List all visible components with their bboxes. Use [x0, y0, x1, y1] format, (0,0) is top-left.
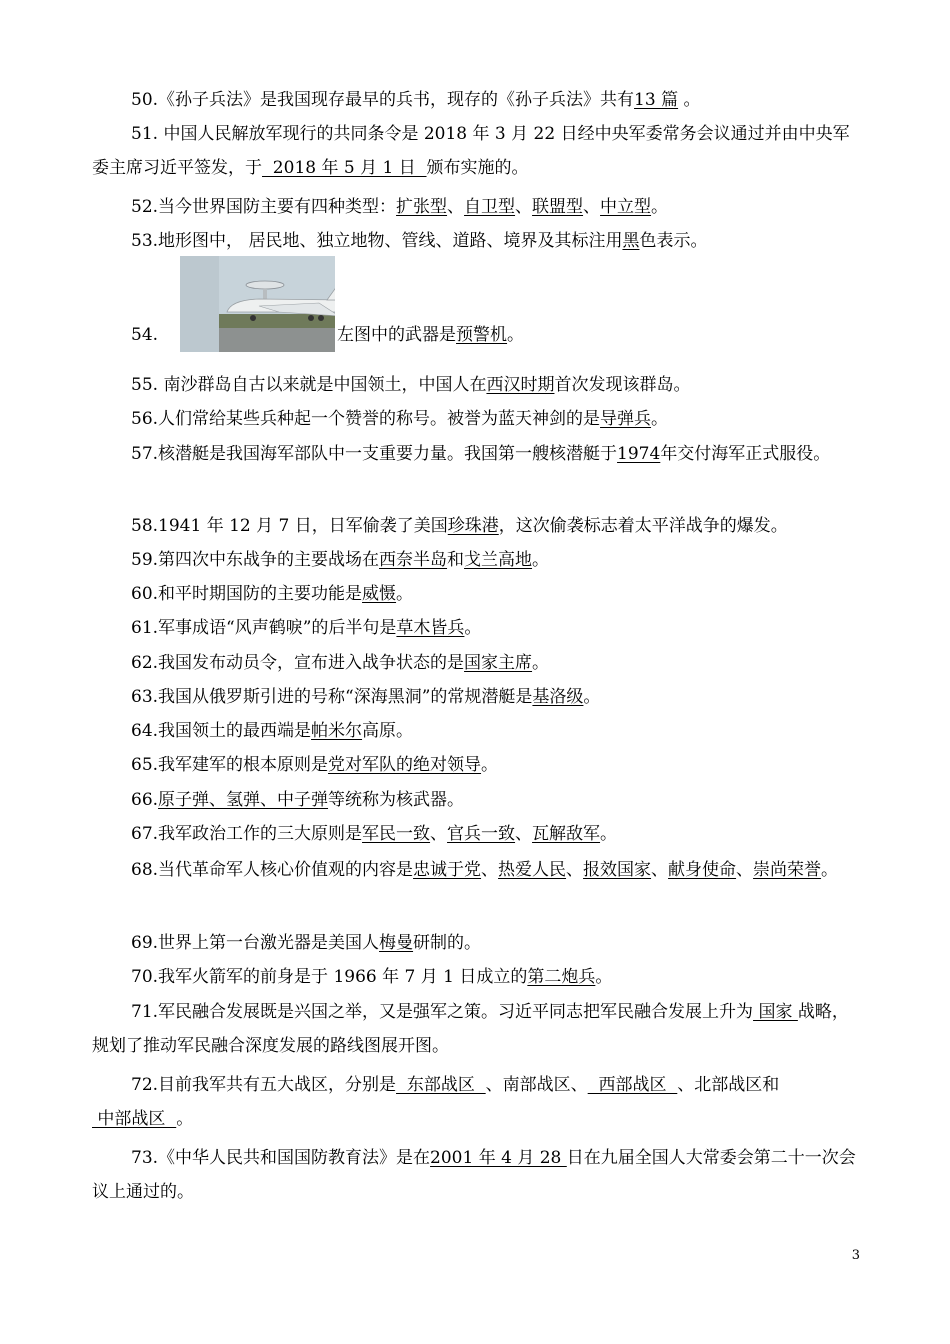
- question-text: 62.我国发布动员令，宣布进入战争状态的是: [131, 653, 465, 673]
- answer-underlined: 献身使命: [668, 860, 737, 880]
- question-71: [92, 995, 860, 1063]
- question-text: 。: [595, 967, 613, 987]
- answer-underlined: 党对军队的绝对领导: [328, 755, 482, 775]
- aircraft-illustration: [219, 256, 335, 352]
- question-63: [92, 680, 860, 714]
- answer-underlined: 忠诚于党: [413, 860, 482, 880]
- question-text: 。: [600, 824, 618, 844]
- answer-underlined: 中立型: [600, 197, 652, 217]
- question-text: 、: [447, 197, 465, 217]
- question-text: 。: [532, 653, 550, 673]
- answer-underlined: 官兵一致: [447, 824, 516, 844]
- question-50: [92, 83, 860, 117]
- answer-underlined: 联盟型: [532, 197, 584, 217]
- question-text: 色表示。: [639, 231, 708, 251]
- answer-underlined: 扩张型: [396, 197, 448, 217]
- question-56: [92, 402, 860, 436]
- question-text: 60.和平时期国防的主要功能是: [131, 584, 363, 604]
- answer-underlined: 第二炮兵: [527, 967, 596, 987]
- question-62: [92, 646, 860, 680]
- early-warning-aircraft-photo: [180, 256, 335, 352]
- question-text: 73.《中华人民共和国国防教育法》是在: [131, 1148, 431, 1168]
- answer-underlined: 国家主席: [464, 653, 533, 673]
- page-number: 3: [851, 1248, 860, 1263]
- question-51: [92, 117, 860, 185]
- answer-underlined: 自卫型: [464, 197, 516, 217]
- question-text: 、: [481, 860, 499, 880]
- answer-underlined: 梅曼: [379, 933, 414, 953]
- question-text: 高原。: [362, 721, 414, 741]
- answer-underlined: 西部战区: [587, 1075, 678, 1095]
- question-text: 51. 中国人民解放军现行的共同条令是 2018 年 3 月 22 日经中央军委常务会议通过并由中央军委主席习近平签发，于: [92, 124, 850, 178]
- question-text: 56.人们常给某些兵种起一个赞誉的称号。被誉为蓝天神剑的是: [131, 409, 601, 429]
- question-73: [92, 1141, 860, 1209]
- question-54: [92, 256, 860, 352]
- question-text: 71.军民融合发展既是兴国之举，又是强军之策。习近平同志把军民融合发展上升为: [131, 1002, 754, 1022]
- question-text: 70.我军火箭军的前身是于 1966 年 7 月 1 日成立的: [131, 967, 528, 987]
- question-text: 。: [176, 1109, 194, 1129]
- question-text: 等统称为核武器。: [328, 790, 465, 810]
- question-69: [92, 926, 860, 960]
- question-text: 65.我军建军的根本原则是: [131, 755, 329, 775]
- answer-underlined: 13 篇: [634, 90, 679, 110]
- question-text: 59.第四次中东战争的主要战场在: [131, 550, 380, 570]
- question-55: [92, 368, 860, 402]
- question-text: 。: [651, 409, 669, 429]
- question-text: 、: [515, 197, 533, 217]
- question-text: 、: [736, 860, 754, 880]
- question-59: [92, 543, 860, 577]
- question-text: 。: [396, 584, 414, 604]
- question-text: 。: [532, 550, 550, 570]
- question-text: 、: [566, 860, 584, 880]
- question-text: 。: [821, 860, 839, 880]
- answer-underlined: 2001 年 4 月 28: [430, 1148, 567, 1168]
- answer-underlined: 威慑: [362, 584, 397, 604]
- question-number: 54.: [131, 325, 159, 345]
- question-61: [92, 611, 860, 645]
- question-67: [92, 817, 860, 851]
- question-text: 63.我国从俄罗斯引进的号称“深海黑洞”的常规潜艇是: [131, 687, 533, 707]
- question-text: 左图中的武器是: [337, 325, 457, 345]
- answer-underlined: 黑: [622, 231, 640, 251]
- question-text: 57.核潜艇是我国海军部队中一支重要力量。我国第一艘核潜艇于: [131, 444, 618, 464]
- question-text: 。: [464, 618, 482, 638]
- question-64: [92, 714, 860, 748]
- question-text: 。: [651, 197, 669, 217]
- answer-underlined: 1974: [617, 444, 661, 464]
- question-text: 61.军事成语“风声鹤唳”的后半句是: [131, 618, 397, 638]
- question-text: 年交付海军正式服役。: [660, 444, 831, 464]
- answer-underlined: 中部战区: [92, 1109, 177, 1129]
- question-text: 72.目前我军共有五大战区，分别是: [131, 1075, 397, 1095]
- answer-underlined: 瓦解敌军: [532, 824, 601, 844]
- answer-underlined: 戈兰高地: [464, 550, 533, 570]
- answer-underlined: 西汉时期: [486, 375, 555, 395]
- question-text: 67.我军政治工作的三大原则是: [131, 824, 363, 844]
- question-text: 首次发现该群岛。: [554, 375, 691, 395]
- question-text: 战略，规划了推动军民融合深度发展的路线图展开图。: [92, 1002, 849, 1056]
- question-text: 颁布实施的。: [426, 158, 529, 178]
- question-text: 53.地形图中， 居民地、独立地物、管线、道路、境界及其标注用: [131, 231, 623, 251]
- question-text: 研制的。: [413, 933, 482, 953]
- question-text: 50.《孙子兵法》是我国现存最早的兵书，现存的《孙子兵法》共有: [131, 90, 635, 110]
- question-68: [92, 853, 860, 887]
- question-text: 55. 南沙群岛自古以来就是中国领土，中国人在: [131, 375, 487, 395]
- question-text: 68.当代革命军人核心价值观的内容是: [131, 860, 414, 880]
- answer-underlined: 预警机: [456, 325, 508, 345]
- answer-underlined: 西奈半岛: [379, 550, 448, 570]
- answer-underlined: 珍珠港: [447, 516, 499, 536]
- question-text: 日在九届全国人大常委会第二十一次会议上通过的。: [92, 1148, 856, 1202]
- answer-underlined: 帕米尔: [311, 721, 363, 741]
- question-text: 。: [583, 687, 601, 707]
- answer-underlined: 东部战区: [396, 1075, 486, 1095]
- question-text: 64.我国领土的最西端是: [131, 721, 312, 741]
- question-text: 、: [430, 824, 448, 844]
- question-text: 、: [583, 197, 601, 217]
- answer-underlined: 草木皆兵: [396, 618, 465, 638]
- question-text: 。: [678, 90, 701, 110]
- question-text: 、: [515, 824, 533, 844]
- answer-underlined: 国家: [753, 1002, 798, 1022]
- answer-underlined: 2018 年 5 月 1 日: [262, 158, 427, 178]
- question-57: [92, 437, 860, 471]
- answer-underlined: 导弹兵: [600, 409, 652, 429]
- question-text: 69.世界上第一台激光器是美国人: [131, 933, 380, 953]
- question-66: [92, 783, 860, 817]
- question-52: [92, 190, 860, 224]
- question-text: ，这次偷袭标志着太平洋战争的爆发。: [498, 516, 788, 536]
- question-text: 、北部战区和: [677, 1075, 780, 1095]
- question-text: 、: [651, 860, 669, 880]
- question-72: [92, 1068, 860, 1136]
- question-70: [92, 960, 860, 994]
- question-53: [92, 224, 860, 258]
- question-text: 52.当今世界国防主要有四种类型：: [131, 197, 397, 217]
- answer-underlined: 原子弹、氢弹、中子弹: [158, 790, 329, 810]
- question-58: [92, 509, 860, 543]
- answer-underlined: 崇尚荣誉: [753, 860, 822, 880]
- question-text: 66.: [131, 790, 159, 810]
- answer-underlined: 军民一致: [362, 824, 431, 844]
- question-60: [92, 577, 860, 611]
- question-text: 、南部战区、: [485, 1075, 588, 1095]
- question-text: 。: [481, 755, 499, 775]
- answer-underlined: 报效国家: [583, 860, 652, 880]
- question-text: 58.1941 年 12 月 7 日，日军偷袭了美国: [131, 516, 448, 536]
- question-text: 和: [447, 550, 465, 570]
- answer-underlined: 热爱人民: [498, 860, 567, 880]
- question-65: [92, 748, 860, 782]
- question-text: 。: [507, 325, 525, 345]
- answer-underlined: 基洛级: [532, 687, 584, 707]
